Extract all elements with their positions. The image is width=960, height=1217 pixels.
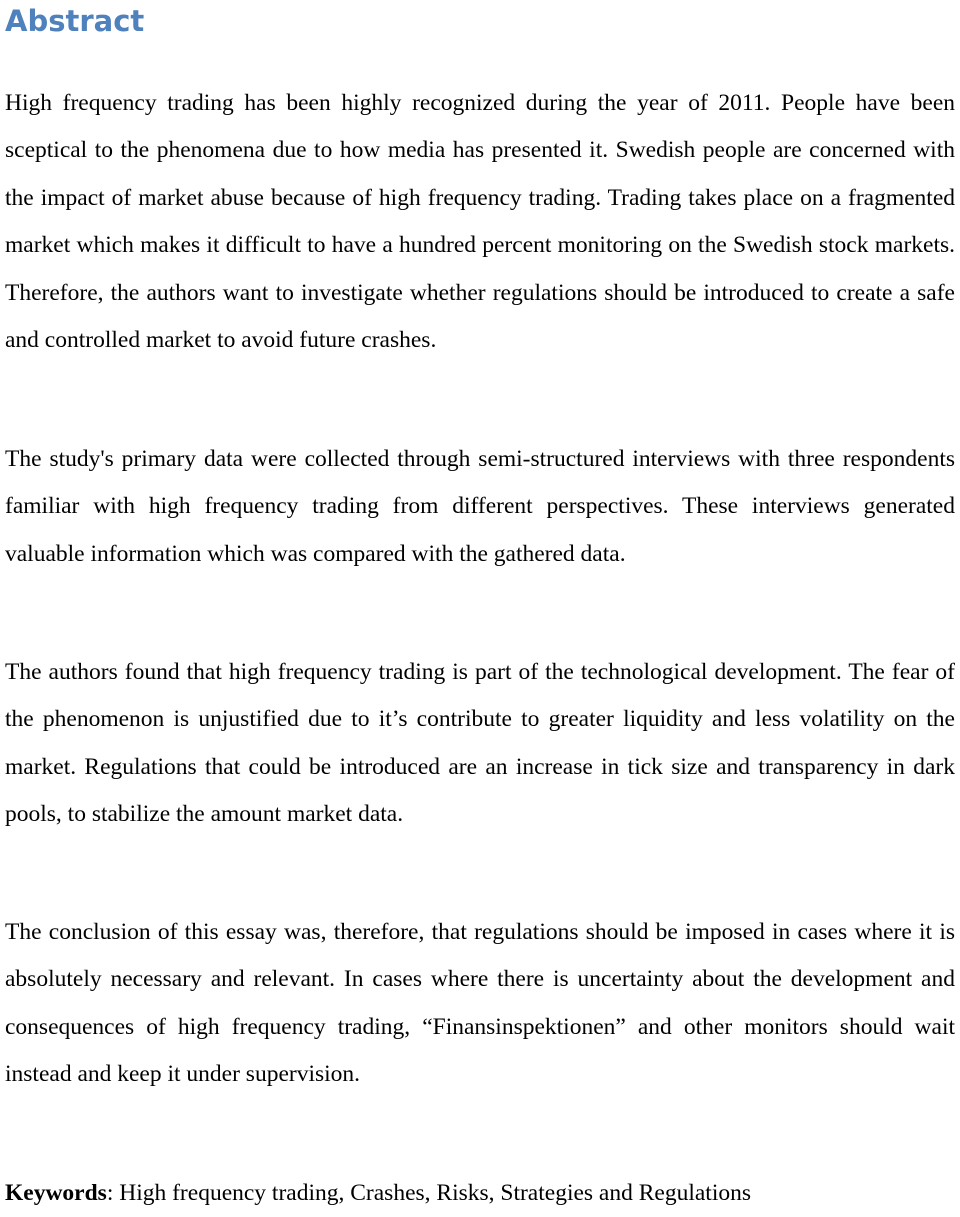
section-heading: Abstract	[5, 4, 145, 38]
keywords-separator: :	[106, 1180, 120, 1206]
abstract-paragraph-4: The conclusion of this essay was, therefore, that regulations should be imposed in cases where it is absolutely necessary and relevant. In cases where there is uncertainty about the development and consequences of high frequency trading, “Finansinspektionen” and other monitors should wait instead and keep it under supervision.	[5, 919, 955, 1088]
keywords-value: High frequency trading, Crashes, Risks, Strategies and Regulations	[119, 1180, 752, 1206]
abstract-paragraph-3: The authors found that high frequency trading is part of the technological development. The fear of the phenomenon is unjustified due to it’s contribute to greater liquidity and less volatility on the market. Regulations that could be introduced are an increase in tick size and transparency in dark pools, to stabilize the amount market data.	[5, 659, 955, 828]
keywords-line	[5, 1170, 955, 1217]
keywords-label: Keywords	[5, 1180, 107, 1206]
abstract-paragraph-1: High frequency trading has been highly recognized during the year of 2011. People have been sceptical to the phenomena due to how media has presented it. Swedish people are concerned with the impact of market abuse because of high frequency trading. Trading takes place on a fragmented market which makes it difficult to have a hundred percent monitoring on the Swedish stock markets. Therefore, the authors want to investigate whether regulations should be introduced to create a safe and controlled market to avoid future crashes.	[5, 90, 955, 354]
abstract-paragraph-2: The study's primary data were collected through semi-structured interviews with three respondents familiar with high frequency trading from different perspectives. These interviews generated valuable information which was compared with the gathered data.	[5, 446, 955, 567]
